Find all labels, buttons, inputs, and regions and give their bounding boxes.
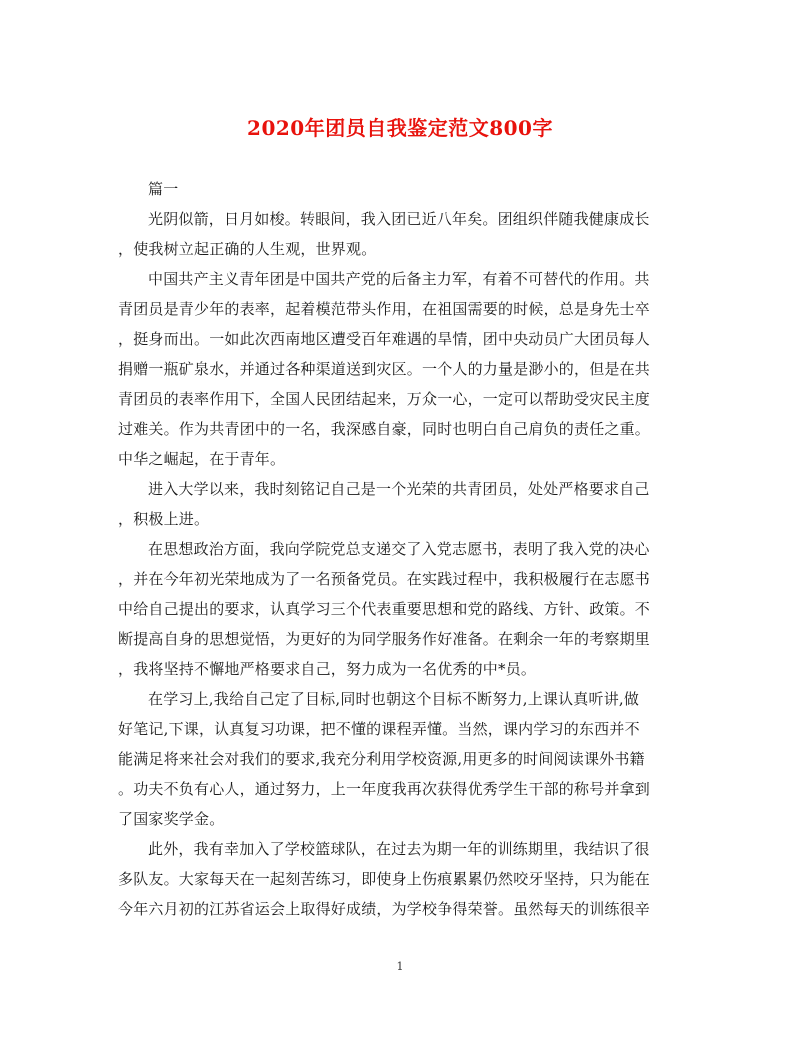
paragraph-line: 今年六月初的江苏省运会上取得好成绩，为学校争得荣誉。虽然每天的训练很辛	[118, 900, 651, 918]
paragraph-line: 中国共产主义青年团是中国共产党的后备主力军，有着不可替代的作用。共	[148, 270, 650, 288]
paragraph-line: 能满足将来社会对我们的要求,我充分利用学校资源,用更多的时间阅读课外书籍	[118, 750, 645, 768]
document-title: 2020年团员自我鉴定范文800字	[247, 116, 553, 140]
paragraph-line: 在思想政治方面，我向学院党总支递交了入党志愿书，表明了我入党的决心	[148, 540, 650, 558]
paragraph-line: 多队友。大家每天在一起刻苦练习，即使身上伤痕累累仍然咬牙坚持，只为能在	[118, 870, 651, 888]
paragraph-line: 在学习上,我给自己定了目标,同时也朝这个目标不断努力,上课认真听讲,做	[148, 690, 640, 708]
paragraph-line: ，挺身而出。一如此次西南地区遭受百年难遇的旱情，团中央动员广大团员每人	[118, 330, 651, 348]
paragraph-line: 青团员是青少年的表率，起着模范带头作用，在祖国需要的时候，总是身先士卒	[118, 300, 651, 318]
paragraph-line: 光阴似箭，日月如梭。转眼间，我入团已近八年矣。团组织伴随我健康成长	[148, 210, 650, 228]
paragraph-line: 好笔记,下课，认真复习功课，把不懂的课程弄懂。当然，课内学习的东西并不	[118, 720, 640, 738]
paragraph-line: ，我将坚持不懈地严格要求自己，努力成为一名优秀的中*员。	[118, 660, 537, 678]
body-paragraph	[118, 684, 684, 834]
paragraph-line: 中华之崛起，在于青年。	[118, 450, 286, 468]
page-number: 1	[396, 960, 404, 973]
body-paragraph	[118, 474, 684, 534]
paragraph-line: 中给自己提出的要求，认真学习三个代表重要思想和党的路线、方针、政策。不	[118, 600, 651, 618]
body-paragraph	[118, 264, 684, 474]
body-paragraph	[118, 204, 684, 264]
paragraph-line: 了国家奖学金。	[118, 810, 225, 828]
section-heading	[118, 174, 684, 204]
paragraph-line: 篇一	[148, 180, 179, 198]
paragraph-line: ，使我树立起正确的人生观，世界观。	[118, 240, 377, 258]
paragraph-line: 此外，我有幸加入了学校篮球队，在过去为期一年的训练期里，我结识了很	[148, 840, 650, 858]
paragraph-line: 断提高自身的思想觉悟，为更好的为同学服务作好准备。在剩余一年的考察期里	[118, 630, 651, 648]
paragraph-line: 青团员的表率作用下，全国人民团结起来，万众一心，一定可以帮助受灾民主度	[118, 390, 651, 408]
body-paragraph	[118, 534, 684, 684]
paragraph-line: 过难关。作为共青团中的一名，我深感自豪，同时也明白自己肩负的责任之重。	[118, 420, 651, 438]
paragraph-line: ，并在今年初光荣地成为了一名预备党员。在实践过程中，我积极履行在志愿书	[118, 570, 651, 588]
paragraph-line: 进入大学以来，我时刻铭记自己是一个光荣的共青团员，处处严格要求自己	[148, 480, 650, 498]
body-paragraph	[118, 834, 684, 924]
paragraph-line: ，积极上进。	[118, 510, 210, 528]
paragraph-line: 捐赠一瓶矿泉水，并通过各种渠道送到灾区。一个人的力量是渺小的，但是在共	[118, 360, 651, 378]
document-body	[118, 174, 684, 924]
paragraph-line: 。功夫不负有心人，通过努力，上一年度我再次获得优秀学生干部的称号并拿到	[118, 780, 651, 798]
